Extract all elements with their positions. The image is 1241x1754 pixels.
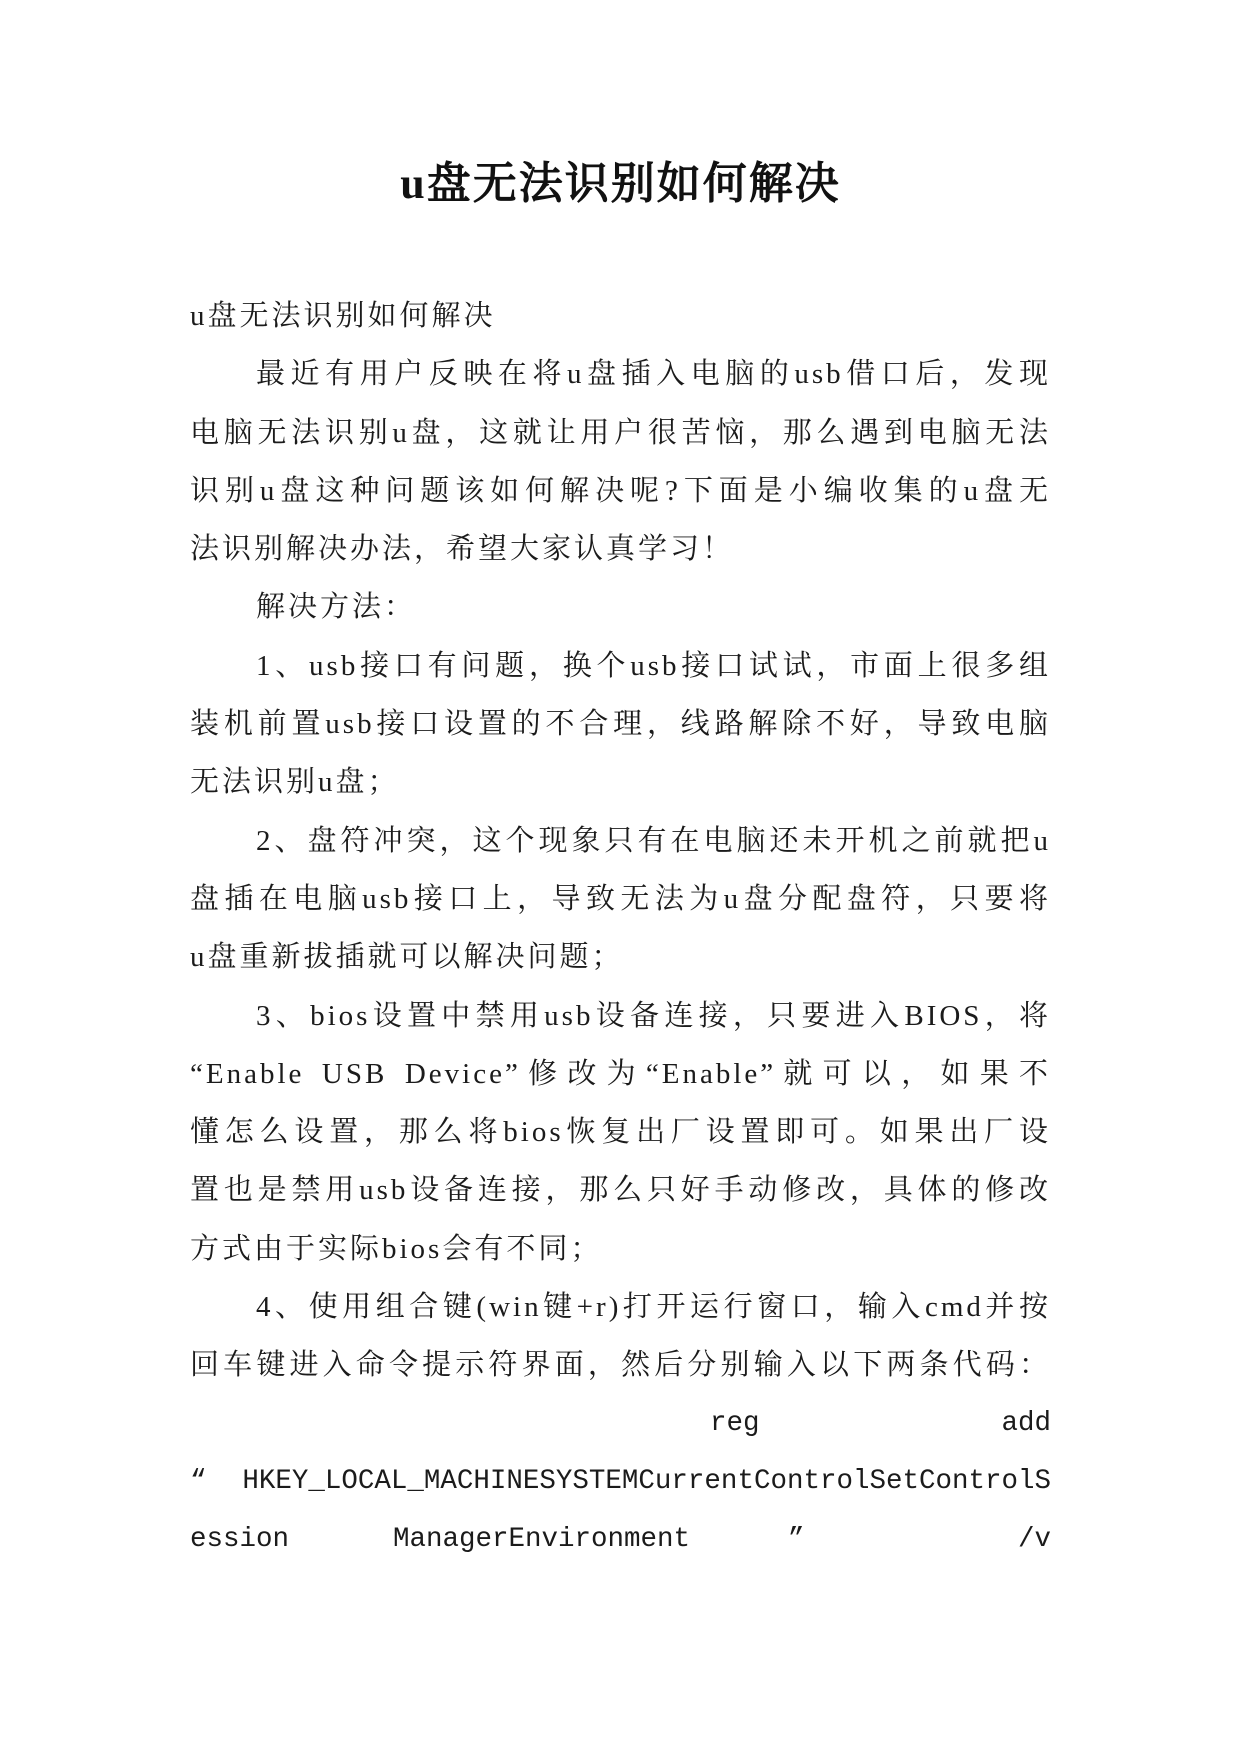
code-line	[190, 1511, 1051, 1569]
method-4-line: 4、使用组合键(win键+r)打开运行窗口，输入cmd并按	[256, 1291, 1051, 1324]
paragraph-intro	[190, 345, 1051, 578]
method-1-line: 无法识别u盘；	[190, 766, 400, 799]
method-2-line: u盘重新拔插就可以解决问题；	[190, 941, 624, 974]
document-heading: u盘无法识别如何解决	[190, 300, 496, 332]
paragraph-method-1	[190, 637, 1051, 812]
code-token: HKEY_LOCAL_MACHINESYSTEMCurrentControlSetControlS	[242, 1465, 1051, 1497]
code-token: “	[190, 1465, 207, 1497]
method-3-line: 懂怎么设置，那么将bios恢复出厂设置即可。如果出厂设	[190, 1116, 1051, 1149]
intro-line: 电脑无法识别u盘，这就让用户很苦恼，那么遇到电脑无法	[190, 416, 1051, 449]
method-3-line: 方式由于实际bios会有不同；	[190, 1232, 603, 1265]
code-line	[190, 1453, 1051, 1511]
document-title: u盘无法识别如何解决	[400, 159, 841, 208]
paragraph-method-4	[190, 1278, 1051, 1395]
method-1-line: 装机前置usb接口设置的不合理，线路解除不好，导致电脑	[190, 708, 1051, 741]
code-token: ManagerEnvironment	[393, 1524, 691, 1556]
code-line	[190, 1395, 1051, 1453]
code-token: reg	[710, 1407, 760, 1439]
code-token: add	[1001, 1407, 1051, 1439]
intro-line: 法识别解决办法，希望大家认真学习！	[190, 533, 735, 566]
method-3-line: 3、bios设置中禁用usb设备连接，只要进入BIOS，将	[256, 999, 1051, 1032]
method-2-line: 盘插在电脑usb接口上，导致无法为u盘分配盘符，只要将	[190, 882, 1051, 915]
paragraph-method-3	[190, 987, 1051, 1278]
intro-line: 最近有用户反映在将u盘插入电脑的usb借口后，发现	[256, 358, 1051, 391]
code-token: ”	[788, 1524, 805, 1556]
method-4-line: 回车键进入命令提示符界面，然后分别输入以下两条代码：	[190, 1349, 1051, 1382]
method-3-line: “Enable USB Device”修改为“Enable”就可以，如果不	[190, 1057, 1051, 1090]
intro-line: 识别u盘这种问题该如何解决呢?下面是小编收集的u盘无	[190, 474, 1051, 507]
code-block	[190, 1395, 1051, 1570]
code-token: ession	[190, 1524, 290, 1556]
method-3-line: 置也是禁用usb设备连接，那么只好手动修改，具体的修改	[190, 1174, 1051, 1207]
methods-label: 解决方法：	[256, 591, 417, 624]
method-1-line: 1、usb接口有问题，换个usb接口试试，市面上很多组	[256, 649, 1051, 682]
paragraph-method-2	[190, 812, 1051, 987]
document-body	[190, 287, 1051, 1570]
code-token: /v	[1017, 1524, 1051, 1556]
method-2-line: 2、盘符冲突，这个现象只有在电脑还未开机之前就把u	[256, 824, 1051, 857]
